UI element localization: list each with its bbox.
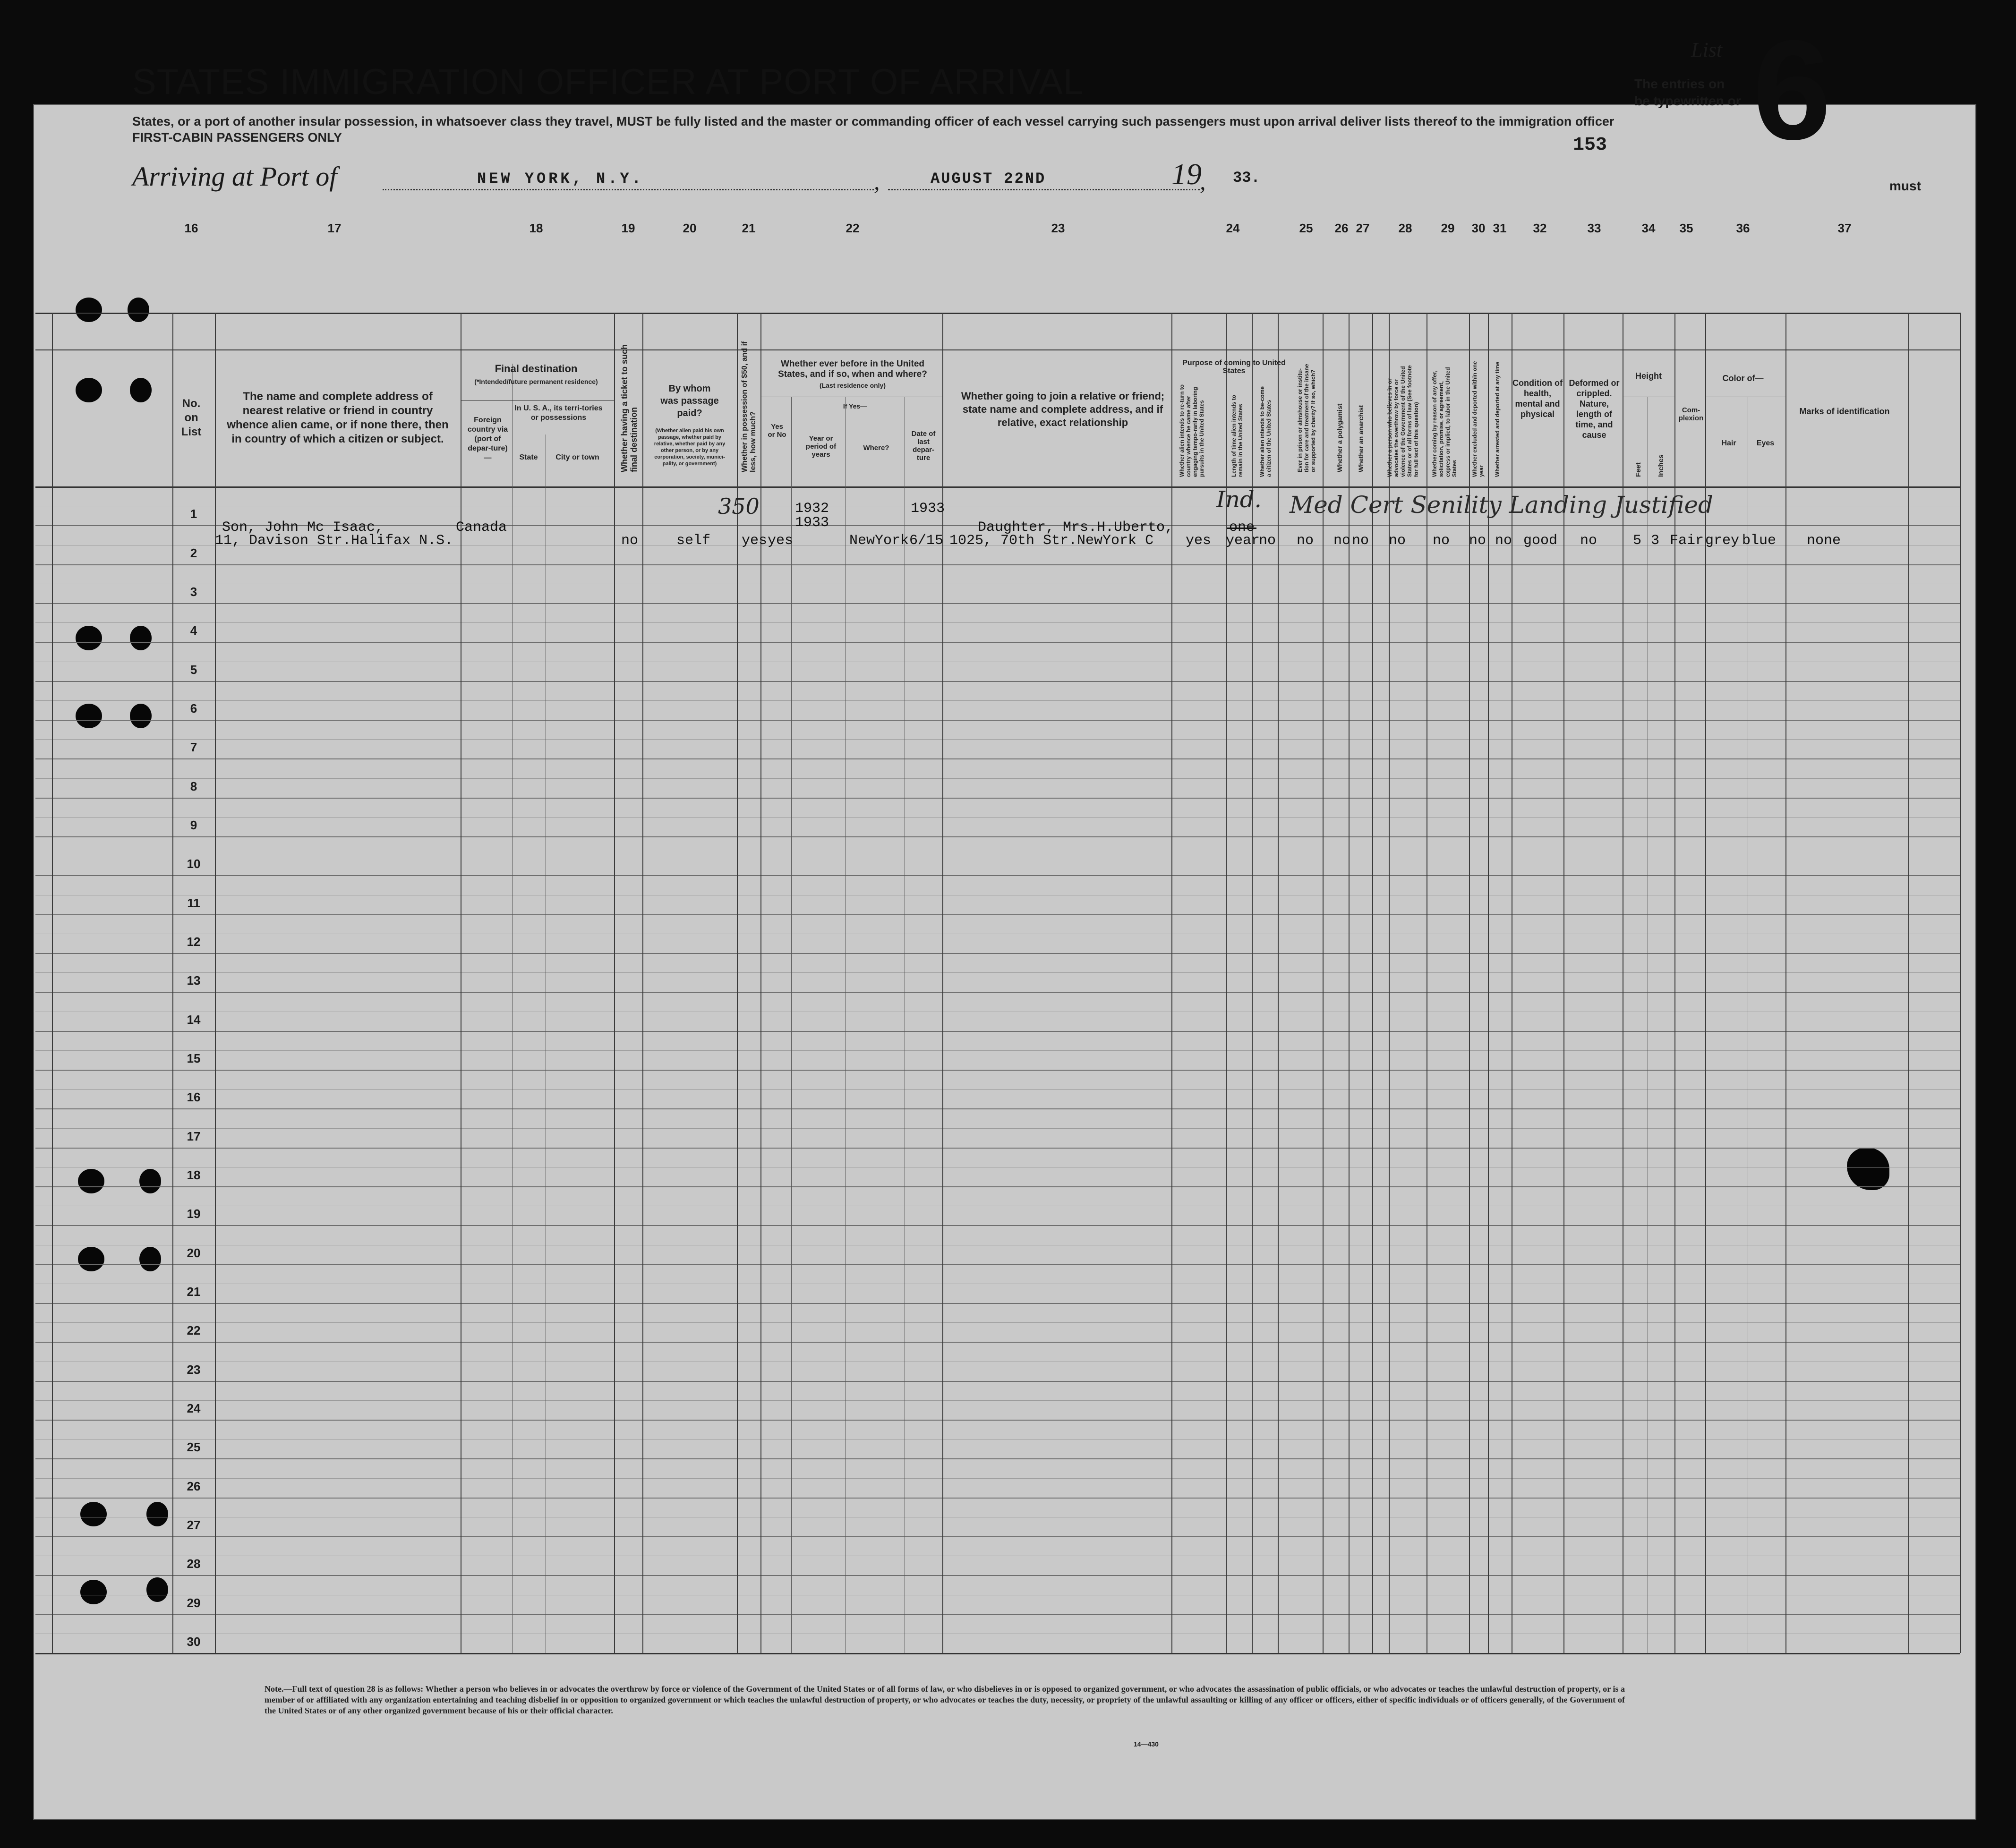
row-number: 23 [187,1362,201,1377]
header-ever-before: Whether ever before in the United States, and if so, when and where? [778,359,927,379]
height-feet: 5 [1633,533,1642,549]
binder-hole [146,1577,168,1602]
arrival-year-suffix: 33. [1233,169,1260,187]
row-number: 28 [187,1557,201,1571]
column-number: 35 [1679,221,1693,235]
header-city-or-town: City or town [555,453,599,461]
row-number: 29 [187,1595,201,1610]
header-inches: Inches [1657,454,1665,477]
column-number: 16 [184,221,198,235]
header-last-residence: (Last residence only) [819,382,886,389]
column-rule [642,313,643,1653]
comma-separator: , [1200,168,1206,195]
header-date-last-departure: Date of last depar-ture [911,430,936,462]
column-number: 25 [1299,221,1313,235]
marks: none [1807,533,1841,549]
possession: yes [742,533,768,549]
row-rule [35,1225,1960,1226]
row-rule [35,1420,1960,1421]
header-marks: Marks of identification [1799,407,1890,416]
row-number: 9 [190,818,197,832]
column-number: 17 [327,221,342,235]
row-mid-rule [35,972,1960,973]
header-overthrow: Whether a person who believes in or advocates the overthrow by force or violence of the Government of the United States or of all forms of law (See footnote for full text of this question) [1386,365,1419,477]
row-mid-rule [35,1050,1960,1051]
header-year-period: Year or period of years [805,434,837,459]
row-rule [35,914,1960,915]
health: good [1523,533,1558,549]
column-rule [215,313,216,1653]
eye-color: blue [1742,533,1777,549]
row-rule [35,1186,1960,1187]
header-anarchist: Whether an anarchist [1357,405,1365,472]
row-rule [35,681,1960,682]
row-number: 3 [190,584,197,599]
binder-hole [76,378,102,402]
height-inches: 3 [1651,533,1660,549]
row-rule [35,836,1960,837]
row-rule [35,798,1960,799]
struck-text: one [1229,519,1255,536]
prison: no [1297,533,1314,549]
relative-address: 11, Davison Str.Halifax N.S. [215,533,453,549]
last-departure-date: 6/15 [909,533,944,549]
excluded: no [1469,533,1486,549]
row-mid-rule [35,1089,1960,1090]
binder-hole [128,298,149,322]
row-rule [35,758,1960,759]
list-number: 6 [1752,10,1831,169]
entries-note-must: must [1889,179,1921,193]
header-purpose-return: Whether alien intends to re-turn to country whence he came after engaging tempo-rarily in laboring pursuits in the United States [1179,384,1205,477]
entries-note [1634,76,1927,110]
binder-hole [139,1247,161,1271]
row-mid-rule [35,622,1960,623]
ticket: no [621,533,639,549]
dotted-rule [888,189,1200,190]
header-relative-abroad: The name and complete address of nearest relative or friend in country whence alien came, or if none there, then in country of which a citizen or subject. [227,390,449,445]
row-number: 4 [190,623,197,638]
column-number: 19 [621,221,635,235]
binder-hole [130,378,152,402]
dotted-rule [383,189,874,190]
row-rule [35,1303,1960,1304]
header-height: Height [1635,371,1662,381]
complexion: Fair [1670,533,1704,549]
header-arrested: Whether arrested and deported at any time [1494,361,1501,477]
length-stay: year [1226,533,1260,549]
instructions-line: States, or a port of another insular possession, in whatsoever class they travel, MUST be fully listed and the master or commanding officer of each vessel carrying such passengers must upon arrival deliver lists thereof to the immigration officer [132,114,1615,128]
column-number: 37 [1837,221,1852,235]
form-instructions [132,113,1644,145]
header-prison: Ever in prison or almshouse or institu-tion for care and treatment of the insane or supported by charity? If so, which? [1297,364,1316,472]
hair-color: grey [1705,533,1740,549]
ever-before: yes [768,533,794,549]
row-rule [35,953,1960,954]
column-number: 36 [1736,221,1750,235]
row-mid-rule [35,1400,1960,1401]
row-mid-rule [35,1128,1960,1129]
binder-hole [139,1169,161,1193]
column-number: 34 [1641,221,1656,235]
row-number: 10 [187,857,201,871]
row-number: 30 [187,1634,201,1649]
column-rule [1171,313,1172,1653]
foreign-country: Canada [456,519,507,536]
citizen: no [1259,533,1276,549]
column-rule [1908,313,1909,1653]
binder-hole [76,626,102,650]
overthrow: no [1389,533,1406,549]
header-polygamist: Whether a polygamist [1336,403,1343,472]
row-mid-rule [35,1478,1960,1479]
entries-note-line: The entries on [1634,77,1725,91]
column-number: 28 [1398,221,1412,235]
arrival-year-prefix: 19 [1171,157,1202,191]
header-contract-labor: Whether coming by reason of any offer, solicitation, promise, or agreement, express or implied, to labor in the United States [1431,367,1458,477]
list-label: List [1691,38,1723,61]
column-number: 24 [1226,221,1240,235]
column-number: 22 [846,221,860,235]
row-number: 5 [190,662,197,677]
column-number: 29 [1441,221,1455,235]
binder-hole [76,298,102,322]
header-ticket: Whether having a ticket to such final destination [620,344,639,472]
row-rule [35,1108,1960,1109]
paid-by: self [676,533,711,549]
column-number: 18 [529,221,543,235]
row-rule [35,1498,1960,1499]
binder-hole [130,626,152,650]
strike-line [1227,528,1256,529]
row-number: 25 [187,1440,201,1455]
header-purpose: Purpose of coming to United States [1182,359,1286,375]
table-bottom-rule [35,1653,1960,1654]
last-departure-year: 1933 [911,501,945,517]
row-number: 22 [187,1323,201,1338]
row-mid-rule [35,700,1960,701]
row-mid-rule [35,1322,1960,1323]
header-deformed: Deformed or crippled. Nature, length of time, and cause [1569,378,1620,440]
header-foreign-country: Foreign country via (port of depar-ture)— [467,416,508,462]
anarchist: no [1352,533,1369,549]
header-passage-by-whom: By whom was passage paid? [660,383,719,418]
relative-name: Son, John Mc Isaac, [222,519,384,536]
row-rule [35,1614,1960,1615]
column-rule [1226,313,1227,1653]
row-rule [35,1031,1960,1032]
row-number: 15 [187,1051,201,1065]
comma-separator: , [874,168,880,195]
joining-relative: Daughter, Mrs.H.Uberto, [978,519,1174,536]
header-in-usa: In U. S. A., its terri-tories or possessions [514,404,603,422]
row-rule [35,1381,1960,1382]
row-rule [35,875,1960,876]
form-code: 14—430 [1134,1740,1159,1748]
column-number: 27 [1356,221,1370,235]
years-line1: 1932 [795,501,829,517]
column-number: 33 [1587,221,1601,235]
row-number: 20 [187,1245,201,1260]
header-final-destination-note: (*Intended/future permanent residence) [474,378,598,385]
row-number: 8 [190,779,197,793]
column-rule [52,313,53,1653]
polygamist: no [1333,533,1351,549]
column-number: 23 [1051,221,1065,235]
years-line2: 1933 [795,515,829,531]
sub-column-rule [791,397,792,1653]
binder-hole [76,704,102,728]
where: NewYork [849,533,909,549]
medical-annotation-hw: Med Cert Senility Landing Justified [1290,491,1713,519]
header-state: State [519,453,538,461]
column-rule [760,313,761,1653]
intends-return: yes [1186,533,1212,549]
binder-hole [78,1169,104,1193]
row-number: 18 [187,1167,201,1182]
column-rule [1278,313,1279,1653]
column-number: 30 [1471,221,1486,235]
row-number: 11 [187,895,200,910]
row-number: 17 [187,1129,201,1143]
header-if-yes: If Yes— [843,402,867,410]
joining-address: 1025, 70th Str.NewYork C [949,533,1154,549]
header-where: Where? [863,444,889,452]
row-rule [35,1264,1960,1265]
entries-note-line: be typewritten or [1634,94,1741,108]
row-rule [35,603,1960,604]
table-top-rule [35,313,1960,314]
header-complexion: Com-plexion [1678,406,1704,422]
header-color-of: Color of— [1722,374,1764,383]
row-number: 6 [190,701,197,715]
row-number: 12 [187,934,201,949]
column-rule [614,313,615,1653]
header-bottom-rule [35,486,1960,488]
column-number: 32 [1533,221,1547,235]
binder-hole [80,1580,107,1604]
column-number: 31 [1493,221,1507,235]
arrested: no [1495,533,1512,549]
length-stay-hw: Ind. [1216,486,1262,513]
binder-hole [80,1502,107,1526]
cabin-class-label: FIRST-CABIN PASSENGERS ONLY [132,130,342,145]
row-rule [35,1575,1960,1576]
header-possession-50: Whether in possession of $50, and if less, how much? [741,341,757,472]
row-number: 21 [187,1284,201,1299]
column-number-rule [35,349,1960,350]
footnote: Note.—Full text of question 28 is as follows: Whether a person who believes in or advocates the overthrow by force or violence of the Government of the United States or of all forms of law, or who disbelieves in or is opposed to organized government, or who advocates the assassination of public officials, or who advocates or teaches the unlawful destruction of property, or is a member of or affiliated with any organization entertaining and teaching disbelief in or opposition to organized government or which teaches the unlawful destruction of property, or who advocates or teaches the duty, necessity, or propriety of the unlawful assaulting or killing of any officer or officers, either of specific individuals or of officers generally, of the Government of the United States or of any other organized government because of his or their official character. [265,1684,1625,1715]
column-rule [172,313,173,1653]
row-rule [35,642,1960,643]
row-rule [35,720,1960,721]
row-mid-rule [35,817,1960,818]
header-hair: Hair [1721,439,1736,447]
row-rule [35,1070,1960,1071]
row-number: 7 [190,740,197,755]
sub-header-rule [461,400,614,401]
header-final-destination: Final destination [495,363,578,375]
binder-hole [78,1247,104,1271]
header-excluded: Whether excluded and deported within one year [1471,361,1485,477]
form-title: STATES IMMIGRATION OFFICER AT PORT OF ARRIVAL [132,62,1084,102]
row-rule [35,1458,1960,1459]
header-feet: Feet [1634,462,1642,477]
column-number: 26 [1334,221,1349,235]
binder-hole [146,1502,168,1526]
row-number: 24 [187,1401,201,1415]
arrival-date: AUGUST 22ND [931,170,1046,187]
arrival-label: Arriving at Port of [132,161,337,192]
row-rule [35,1342,1960,1343]
possession-amount-hw: 350 [718,494,760,519]
row-number: 26 [187,1479,201,1493]
row-number: 14 [187,1012,201,1027]
header-condition-health: Condition of health, mental and physical [1512,378,1563,419]
deformed: no [1580,533,1597,549]
row-rule [35,564,1960,565]
column-rule [1960,313,1961,1653]
row-mid-rule [35,739,1960,740]
header-purpose-citizen: Whether alien intends to be-come a citizen of the United States [1259,386,1272,477]
page-number: 153 [1573,135,1607,156]
row-rule [35,1148,1960,1149]
header-yes-or-no: Yes or No [768,423,786,439]
column-rule [1785,313,1786,1653]
column-number: 21 [742,221,756,235]
row-number: 27 [187,1517,201,1532]
header-purpose-length: Length of time alien intends to remain in the United States [1230,395,1244,477]
row-number: 19 [187,1207,201,1221]
row-number: 1 [190,507,197,521]
header-eyes: Eyes [1756,439,1775,447]
column-number: 20 [683,221,697,235]
arrival-port: NEW YORK, N.Y. [477,170,644,187]
row-number: 2 [190,545,197,560]
row-rule [35,1536,1960,1537]
manifest-sheet [33,104,1976,1820]
column-rule [1252,313,1253,1653]
row-number: 16 [187,1090,201,1105]
header-joining-relative: Whether going to join a relative or friend; state name and complete address, and if relative, exact relationship [961,390,1165,428]
contract-labor: no [1433,533,1450,549]
row-rule [35,992,1960,993]
row-number: 13 [187,973,201,988]
header-passage-note: (Whether alien paid his own passage, whether paid by relative, whether paid by any other person, or by any corporation, society, munici-pality, or government) [654,428,726,467]
row-mid-rule [35,778,1960,779]
binder-hole [130,704,152,728]
header-no-on-list: No. on List [181,397,202,438]
